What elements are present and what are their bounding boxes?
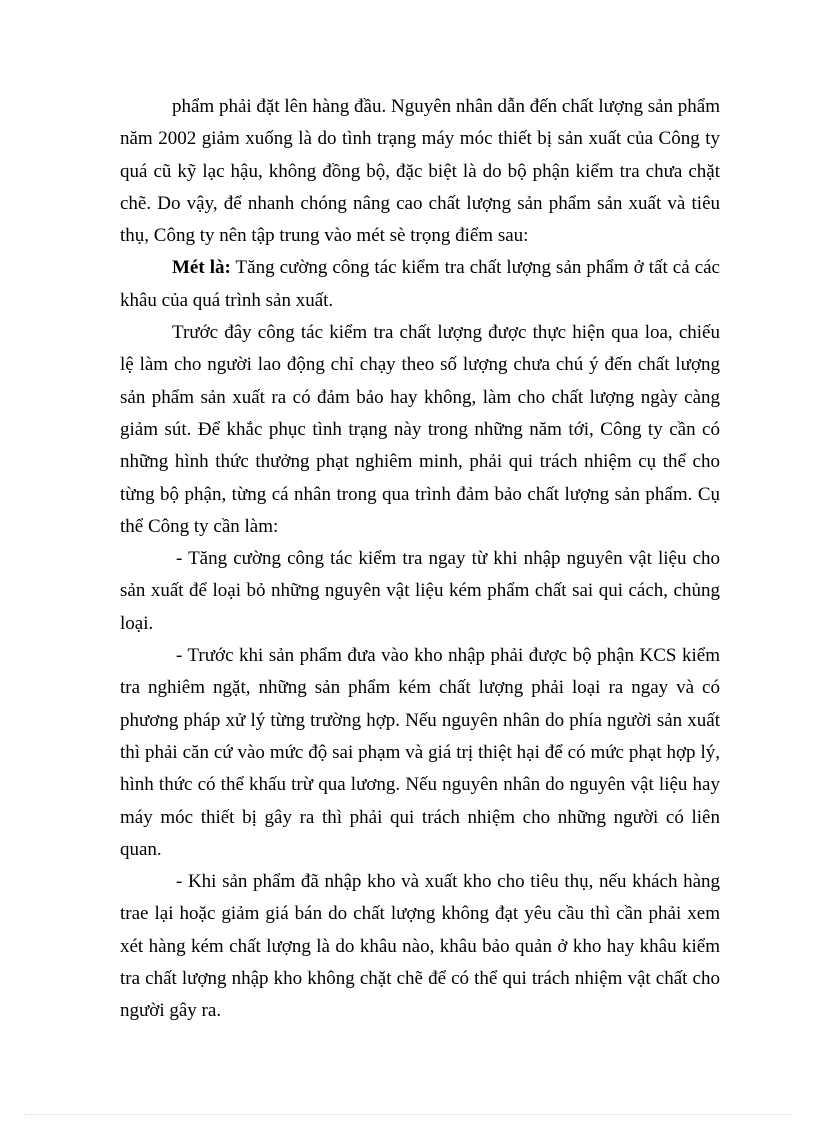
paragraph-4 [120,543,720,640]
paragraph-lead: Mét là: [172,257,231,279]
paragraph-text: - Tăng cường công tác kiểm tra ngay từ khi nhập nguyên vật liệu cho sản xuất để loại bỏ những nguyên vật liệu kém phẩm chất sai qui cách, chủng loại. [120,548,720,634]
paragraph-6 [120,866,720,1027]
paragraph-3 [120,317,720,543]
document-body [120,91,720,1028]
paragraph-2 [120,252,720,317]
paragraph-1 [120,91,720,252]
paragraph-text: - Trước khi sản phẩm đưa vào kho nhập phải được bộ phận KCS kiểm tra nghiêm ngặt, những sản phẩm kém chất lượng phải loại ra ngay và có phương pháp xử lý từng trường hợp. Nếu nguyên nhân do phía người sản xuất thì phải căn cứ vào mức độ sai phạm và giá trị thiệt hại để có mức phạt hợp lý, hình thức có thể khấu trừ qua lương. Nếu nguyên nhân do nguyên vật liệu hay máy móc thiết bị gây ra thì phải qui trách nhiệm cho những người có liên quan. [120,645,720,860]
paragraph-text: Tăng cường công tác kiểm tra chất lượng sản phẩm ở tất cả các khâu của quá trình sản xuất. [120,257,720,311]
paragraph-text: Trước đây công tác kiểm tra chất lượng được thực hiện qua loa, chiếu lệ làm cho người lao động chỉ chạy theo số lượng chưa chú ý đến chất lượng sản phẩm sản xuất ra có đảm bảo hay không, làm cho chất lượng ngày càng giảm sút. Để khắc phục tình trạng này trong những năm tới, Công ty cần có những hình thức thưởng phạt nghiêm minh, phải qui trách nhiệm cụ thể cho từng bộ phận, từng cá nhân trong qua trình đảm bảo chất lượng sản phẩm. Cụ thể Công ty cần làm: [120,322,720,537]
paragraph-text: - Khi sản phẩm đã nhập kho và xuất kho cho tiêu thụ, nếu khách hàng trae lại hoặc giảm giá bán do chất lượng không đạt yêu cầu thì cần phải xem xét hàng kém chất lượng là do khâu nào, khâu bảo quản ở kho hay khâu kiểm tra chất lượng nhập kho không chặt chẽ để có thể qui trách nhiệm vật chất cho người gây ra. [120,871,720,1022]
page-bottom-divider [24,1114,792,1115]
paragraph-text: phẩm phải đặt lên hàng đầu. Nguyên nhân dẫn đến chất lượng sản phẩm năm 2002 giảm xuống là do tình trạng máy móc thiết bị sản xuất của Công ty quá cũ kỹ lạc hậu, không đồng bộ, đặc biệt là do bộ phận kiểm tra chưa chặt chẽ. Do vậy, để nhanh chóng nâng cao chất lượng sản phẩm sản xuất và tiêu thụ, Công ty nên tập trung vào mét sè trọng điểm sau: [120,96,720,247]
paragraph-5 [120,640,720,866]
